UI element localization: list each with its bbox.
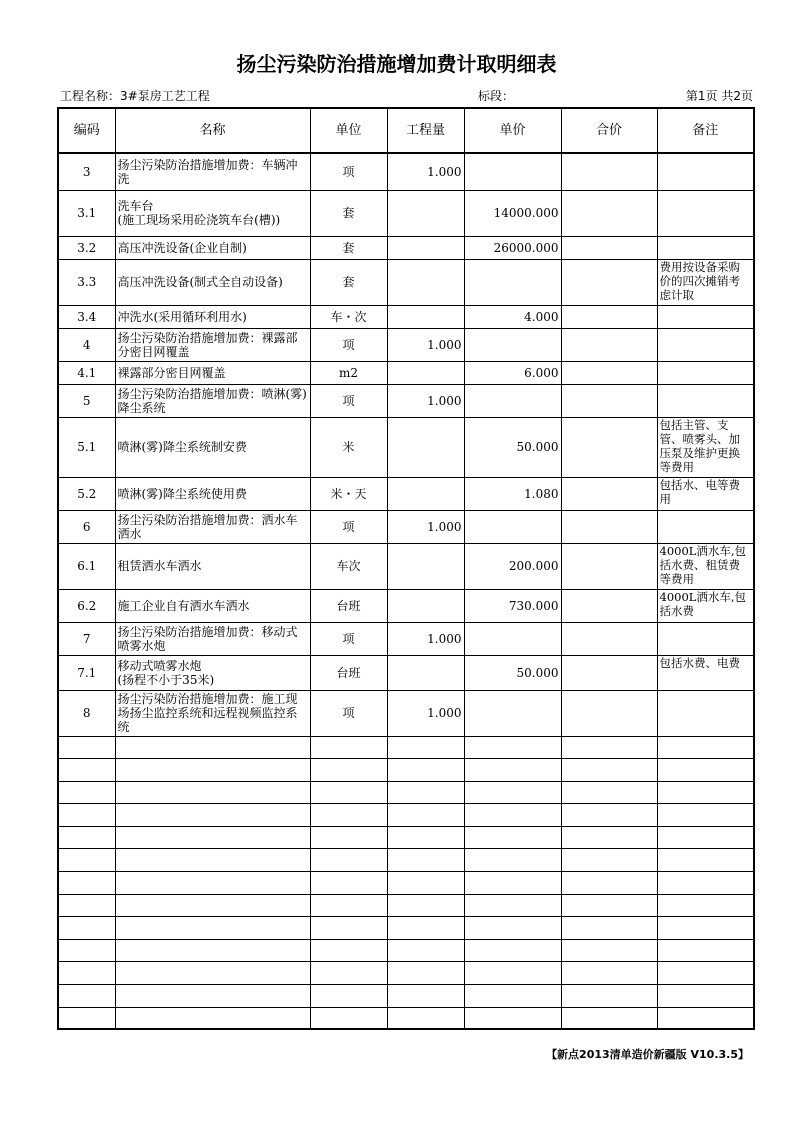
empty-cell (387, 894, 464, 917)
empty-cell (310, 985, 387, 1008)
empty-cell (561, 894, 657, 917)
empty-cell (561, 939, 657, 962)
empty-cell (387, 759, 464, 782)
cell-qty: 1.000 (387, 622, 464, 655)
cell-qty (387, 477, 464, 510)
empty-cell (464, 1007, 561, 1029)
empty-cell (657, 804, 754, 827)
empty-cell (58, 917, 115, 940)
cell-remark (657, 384, 754, 417)
empty-cell (561, 1007, 657, 1029)
cell-unit: 台班 (310, 655, 387, 690)
cell-code: 3 (58, 153, 115, 190)
cell-price (464, 153, 561, 190)
cell-remark (657, 690, 754, 736)
empty-cell (657, 736, 754, 759)
cell-remark (657, 153, 754, 190)
empty-cell (310, 939, 387, 962)
cell-code: 7.1 (58, 655, 115, 690)
col-header-code: 编码 (58, 108, 115, 153)
empty-cell (58, 759, 115, 782)
empty-cell (464, 985, 561, 1008)
cell-unit: 套 (310, 259, 387, 305)
empty-cell (657, 826, 754, 849)
empty-cell (310, 826, 387, 849)
table-header-row (58, 108, 754, 153)
empty-table-row (58, 939, 754, 962)
empty-cell (310, 962, 387, 985)
cell-name: 扬尘污染防治措施增加费：移动式喷雾水炮 (115, 622, 310, 655)
cell-total (561, 589, 657, 622)
empty-cell (657, 962, 754, 985)
cell-price: 1.080 (464, 477, 561, 510)
empty-cell (115, 917, 310, 940)
empty-cell (310, 1007, 387, 1029)
cell-name: 扬尘污染防治措施增加费：喷淋(雾)降尘系统 (115, 384, 310, 417)
cell-remark: 4000L洒水车,包括水费 (657, 589, 754, 622)
cell-code: 3.2 (58, 236, 115, 259)
cell-total (561, 622, 657, 655)
page-number: 第1页 共2页 (685, 89, 753, 103)
col-header-remark: 备注 (657, 108, 754, 153)
software-footer: 【新点2013清单造价新疆版 V10.3.5】 (546, 1048, 749, 1061)
cell-price: 4.000 (464, 305, 561, 328)
table-row (58, 384, 754, 417)
cell-price: 50.000 (464, 417, 561, 477)
empty-cell (464, 804, 561, 827)
empty-cell (115, 759, 310, 782)
empty-cell (115, 939, 310, 962)
table-row (58, 153, 754, 190)
empty-cell (58, 872, 115, 895)
cell-price: 6.000 (464, 361, 561, 384)
cell-unit: 套 (310, 190, 387, 236)
empty-cell (115, 849, 310, 872)
cell-remark (657, 361, 754, 384)
col-header-total: 合价 (561, 108, 657, 153)
cell-qty (387, 236, 464, 259)
table-row (58, 477, 754, 510)
cell-price (464, 259, 561, 305)
cell-total (561, 477, 657, 510)
empty-cell (464, 939, 561, 962)
empty-cell (115, 962, 310, 985)
table-row (58, 417, 754, 477)
empty-table-row (58, 894, 754, 917)
empty-cell (387, 736, 464, 759)
cell-qty (387, 361, 464, 384)
cell-total (561, 655, 657, 690)
empty-cell (58, 804, 115, 827)
empty-table-row (58, 804, 754, 827)
cell-unit: m2 (310, 361, 387, 384)
cell-total (561, 190, 657, 236)
cell-unit: 套 (310, 236, 387, 259)
cell-total (561, 384, 657, 417)
cell-code: 6.1 (58, 543, 115, 589)
cell-qty (387, 589, 464, 622)
cell-code: 5.1 (58, 417, 115, 477)
empty-cell (657, 849, 754, 872)
cell-unit: 项 (310, 622, 387, 655)
cell-unit: 车次 (310, 543, 387, 589)
col-header-price: 单价 (464, 108, 561, 153)
cell-unit: 米・天 (310, 477, 387, 510)
empty-cell (58, 849, 115, 872)
empty-cell (387, 872, 464, 895)
empty-cell (464, 894, 561, 917)
cell-total (561, 259, 657, 305)
empty-cell (58, 781, 115, 804)
table-row (58, 361, 754, 384)
cell-price (464, 622, 561, 655)
empty-cell (115, 736, 310, 759)
cell-qty: 1.000 (387, 328, 464, 361)
table-row (58, 510, 754, 543)
empty-cell (561, 804, 657, 827)
cell-code: 3.4 (58, 305, 115, 328)
table-row (58, 589, 754, 622)
cell-unit: 项 (310, 328, 387, 361)
cell-name: 施工企业自有洒水车洒水 (115, 589, 310, 622)
empty-cell (115, 872, 310, 895)
cell-price: 200.000 (464, 543, 561, 589)
empty-cell (657, 939, 754, 962)
empty-table-row (58, 1007, 754, 1029)
empty-cell (657, 781, 754, 804)
cell-code: 4.1 (58, 361, 115, 384)
section-label: 标段： (478, 89, 515, 103)
cell-total (561, 361, 657, 384)
cell-price (464, 328, 561, 361)
cell-price: 14000.000 (464, 190, 561, 236)
cell-unit: 项 (310, 690, 387, 736)
empty-table-row (58, 759, 754, 782)
table-row (58, 328, 754, 361)
cell-qty (387, 259, 464, 305)
cell-qty: 1.000 (387, 384, 464, 417)
cell-code: 5.2 (58, 477, 115, 510)
cell-qty (387, 417, 464, 477)
empty-cell (387, 849, 464, 872)
cell-qty: 1.000 (387, 690, 464, 736)
empty-cell (310, 736, 387, 759)
cell-total (561, 305, 657, 328)
cell-total (561, 153, 657, 190)
empty-cell (310, 872, 387, 895)
col-header-name: 名称 (115, 108, 310, 153)
empty-cell (58, 894, 115, 917)
cell-code: 6 (58, 510, 115, 543)
cell-name: 高压冲洗设备(企业自制) (115, 236, 310, 259)
cell-unit: 台班 (310, 589, 387, 622)
cell-total (561, 417, 657, 477)
empty-cell (115, 985, 310, 1008)
cell-name: 扬尘污染防治措施增加费：裸露部分密目网覆盖 (115, 328, 310, 361)
cell-price: 26000.000 (464, 236, 561, 259)
cell-qty: 1.000 (387, 510, 464, 543)
empty-cell (561, 849, 657, 872)
empty-cell (464, 781, 561, 804)
empty-cell (657, 917, 754, 940)
cell-remark: 费用按设备采购价的四次摊销考虑计取 (657, 259, 754, 305)
empty-cell (310, 781, 387, 804)
empty-cell (464, 917, 561, 940)
cell-qty: 1.000 (387, 153, 464, 190)
cell-price (464, 690, 561, 736)
cell-qty (387, 190, 464, 236)
cell-total (561, 328, 657, 361)
table-row (58, 190, 754, 236)
cell-total (561, 510, 657, 543)
cell-total (561, 236, 657, 259)
empty-cell (58, 736, 115, 759)
empty-cell (310, 759, 387, 782)
empty-cell (58, 826, 115, 849)
cell-remark: 包括水费、电费 (657, 655, 754, 690)
empty-cell (464, 962, 561, 985)
empty-cell (657, 1007, 754, 1029)
cell-qty (387, 543, 464, 589)
table-row (58, 655, 754, 690)
empty-cell (58, 939, 115, 962)
empty-cell (387, 917, 464, 940)
empty-cell (657, 872, 754, 895)
empty-cell (464, 826, 561, 849)
empty-cell (464, 849, 561, 872)
empty-cell (387, 985, 464, 1008)
cell-code: 4 (58, 328, 115, 361)
cell-remark (657, 305, 754, 328)
cell-remark (657, 236, 754, 259)
empty-cell (310, 849, 387, 872)
cell-remark: 4000L洒水车,包括水费、租赁费等费用 (657, 543, 754, 589)
cell-unit: 项 (310, 153, 387, 190)
empty-table-row (58, 985, 754, 1008)
empty-cell (561, 736, 657, 759)
cell-name: 扬尘污染防治措施增加费：施工现场扬尘监控系统和远程视频监控系统 (115, 690, 310, 736)
empty-cell (58, 962, 115, 985)
empty-cell (310, 894, 387, 917)
cell-code: 3.1 (58, 190, 115, 236)
cell-name: 冲洗水(采用循环利用水) (115, 305, 310, 328)
cell-name: 扬尘污染防治措施增加费：洒水车洒水 (115, 510, 310, 543)
empty-cell (115, 1007, 310, 1029)
cell-unit: 项 (310, 384, 387, 417)
table-row (58, 259, 754, 305)
cell-unit: 车・次 (310, 305, 387, 328)
cell-name: 喷淋(雾)降尘系统使用费 (115, 477, 310, 510)
table-row (58, 622, 754, 655)
empty-cell (561, 759, 657, 782)
empty-cell (310, 804, 387, 827)
empty-cell (561, 917, 657, 940)
cell-unit: 项 (310, 510, 387, 543)
col-header-qty: 工程量 (387, 108, 464, 153)
cell-name: 扬尘污染防治措施增加费：车辆冲洗 (115, 153, 310, 190)
cell-total (561, 690, 657, 736)
empty-cell (561, 826, 657, 849)
cell-name: 移动式喷雾水炮 (扬程不小于35米) (115, 655, 310, 690)
empty-table-row (58, 962, 754, 985)
empty-cell (115, 781, 310, 804)
cell-name: 裸露部分密目网覆盖 (115, 361, 310, 384)
cell-qty (387, 305, 464, 328)
empty-cell (561, 872, 657, 895)
empty-table-row (58, 917, 754, 940)
cell-code: 8 (58, 690, 115, 736)
cell-total (561, 543, 657, 589)
cell-price: 50.000 (464, 655, 561, 690)
empty-cell (387, 962, 464, 985)
cell-code: 3.3 (58, 259, 115, 305)
empty-cell (464, 759, 561, 782)
cell-name: 租赁洒水车洒水 (115, 543, 310, 589)
empty-cell (657, 894, 754, 917)
cell-code: 7 (58, 622, 115, 655)
table-row (58, 236, 754, 259)
empty-table-row (58, 849, 754, 872)
cell-code: 5 (58, 384, 115, 417)
empty-cell (115, 804, 310, 827)
empty-cell (115, 826, 310, 849)
cell-remark: 包括水、电等费用 (657, 477, 754, 510)
cell-remark: 包括主管、支管、喷雾头、加压泵及维护更换等费用 (657, 417, 754, 477)
empty-cell (387, 826, 464, 849)
cell-price: 730.000 (464, 589, 561, 622)
cell-name: 喷淋(雾)降尘系统制安费 (115, 417, 310, 477)
table-row (58, 305, 754, 328)
empty-table-row (58, 872, 754, 895)
empty-cell (387, 939, 464, 962)
cell-price (464, 510, 561, 543)
empty-cell (657, 985, 754, 1008)
project-name: 工程名称：3#泵房工艺工程 (60, 89, 210, 103)
cell-code: 6.2 (58, 589, 115, 622)
table-row (58, 690, 754, 736)
empty-cell (561, 781, 657, 804)
cell-remark (657, 328, 754, 361)
empty-cell (115, 894, 310, 917)
empty-cell (58, 1007, 115, 1029)
cell-name: 洗车台 (施工现场采用砼浇筑车台(槽)) (115, 190, 310, 236)
empty-cell (657, 759, 754, 782)
cell-unit: 米 (310, 417, 387, 477)
empty-cell (58, 985, 115, 1008)
empty-cell (310, 917, 387, 940)
cell-remark (657, 190, 754, 236)
empty-table-row (58, 781, 754, 804)
cell-name: 高压冲洗设备(制式全自动设备) (115, 259, 310, 305)
empty-cell (387, 804, 464, 827)
page-title: 扬尘污染防治措施增加费计取明细表 (236, 52, 557, 76)
col-header-unit: 单位 (310, 108, 387, 153)
cell-remark (657, 622, 754, 655)
empty-cell (464, 736, 561, 759)
empty-cell (387, 781, 464, 804)
cell-remark (657, 510, 754, 543)
cell-price (464, 384, 561, 417)
empty-cell (561, 962, 657, 985)
empty-cell (387, 1007, 464, 1029)
empty-table-row (58, 736, 754, 759)
detail-table (57, 107, 755, 1030)
empty-table-row (58, 826, 754, 849)
empty-cell (464, 872, 561, 895)
table-row (58, 543, 754, 589)
cell-qty (387, 655, 464, 690)
empty-cell (561, 985, 657, 1008)
